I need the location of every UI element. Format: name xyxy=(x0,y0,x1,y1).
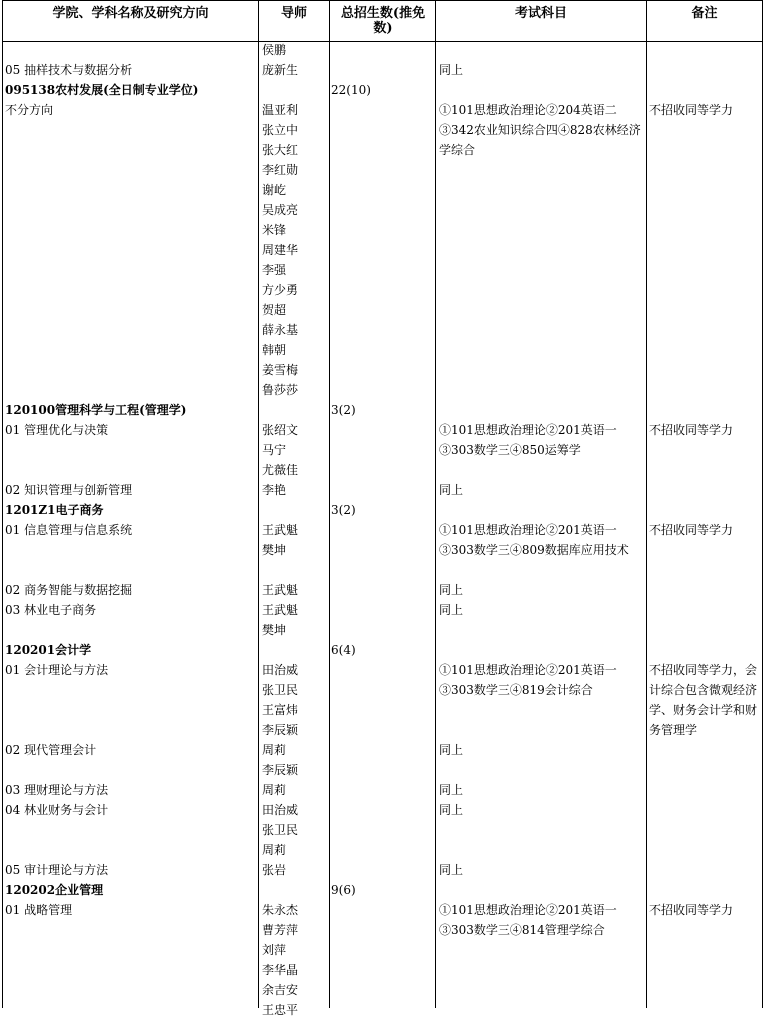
mentor-name: 田治威 xyxy=(262,663,299,677)
exam-subjects: 同上 xyxy=(439,603,464,617)
discipline-heading: 120202企业管理 xyxy=(5,883,104,897)
exam-subjects: 同上 xyxy=(439,803,464,817)
header-notes: 备注 xyxy=(691,6,718,21)
mentor-name: 王武魁 xyxy=(262,583,299,597)
research-direction: 01 管理优化与决策 xyxy=(5,423,109,437)
remarks: 不招收同等学力，会计综合包含微观经济学、财务会计学和财务管理学 xyxy=(649,663,758,737)
mentor-name: 尤薇佳 xyxy=(262,463,299,477)
header-count: 总招生数(推免数) xyxy=(340,6,426,36)
mentor-name: 田治威 xyxy=(262,803,299,817)
exam-subjects: 同上 xyxy=(439,63,464,77)
enrollment-count: 3(2) xyxy=(331,403,356,417)
mentor-name: 张岩 xyxy=(262,863,287,877)
exam-subjects: ①101思想政治理论②201英语一③303数学三④814管理学综合 xyxy=(439,903,617,937)
mentor-name: 樊坤 xyxy=(262,623,287,637)
exam-subjects: ①101思想政治理论②204英语二③342农业知识综合四④828农林经济学综合 xyxy=(439,103,641,157)
mentor-name: 王武魁 xyxy=(262,523,299,537)
research-direction: 05 抽样技术与数据分析 xyxy=(5,63,133,77)
remarks: 不招收同等学力 xyxy=(649,523,734,537)
mentor-name: 李红勋 xyxy=(262,163,299,177)
exam-subjects: 同上 xyxy=(439,483,464,497)
header-subjects: 考试科目 xyxy=(514,6,567,21)
header-direction: 学院、学科名称及研究方向 xyxy=(52,6,209,21)
exam-subjects: ①101思想政治理论②201英语一③303数学三④850运筹学 xyxy=(439,423,617,457)
exam-subjects: 同上 xyxy=(439,863,464,877)
mentor-name: 姜雪梅 xyxy=(262,363,299,377)
enrollment-count: 6(4) xyxy=(331,643,356,657)
mentor-name: 王武魁 xyxy=(262,603,299,617)
research-direction: 05 审计理论与方法 xyxy=(5,863,109,877)
mentor-name: 张卫民 xyxy=(262,683,299,697)
mentor-name: 李强 xyxy=(262,263,287,277)
mentor-name: 曹芳萍 xyxy=(262,923,299,937)
remarks: 不招收同等学力 xyxy=(649,903,734,917)
enrollment-count: 9(6) xyxy=(331,883,356,897)
mentor-name: 周莉 xyxy=(262,743,287,757)
mentor-name: 周建华 xyxy=(262,243,299,257)
mentor-name: 贺超 xyxy=(262,303,287,317)
research-direction: 02 现代管理会计 xyxy=(5,743,97,757)
mentor-name: 王忠平 xyxy=(262,1003,299,1017)
mentor-name: 周莉 xyxy=(262,783,287,797)
enrollment-count: 22(10) xyxy=(331,83,371,97)
mentor-name: 薛永基 xyxy=(262,323,299,337)
mentor-name: 余吉安 xyxy=(262,983,299,997)
exam-subjects: 同上 xyxy=(439,783,464,797)
mentor-name: 李艳 xyxy=(262,483,287,497)
mentor-name: 张卫民 xyxy=(262,823,299,837)
mentor-name: 侯鹏 xyxy=(262,43,287,57)
enrollment-count: 3(2) xyxy=(331,503,356,517)
header-mentor: 导师 xyxy=(280,6,307,21)
research-direction: 02 商务智能与数据挖掘 xyxy=(5,583,133,597)
research-direction: 03 林业电子商务 xyxy=(5,603,97,617)
mentor-name: 朱永杰 xyxy=(262,903,299,917)
discipline-heading: 120201会计学 xyxy=(5,643,92,657)
exam-subjects: 同上 xyxy=(439,743,464,757)
remarks: 不招收同等学力 xyxy=(649,103,734,117)
research-direction: 04 林业财务与会计 xyxy=(5,803,109,817)
exam-subjects: 同上 xyxy=(439,583,464,597)
mentor-name: 谢屹 xyxy=(262,183,287,197)
exam-subjects: ①101思想政治理论②201英语一③303数学三④819会计综合 xyxy=(439,663,617,697)
discipline-heading: 095138农村发展(全日制专业学位) xyxy=(5,83,199,97)
research-direction: 01 战略管理 xyxy=(5,903,73,917)
research-direction: 01 信息管理与信息系统 xyxy=(5,523,133,537)
mentor-name: 李辰颖 xyxy=(262,723,299,737)
mentor-name: 李辰颖 xyxy=(262,763,299,777)
mentor-name: 米锋 xyxy=(262,223,287,237)
mentor-name: 李华晶 xyxy=(262,963,299,977)
exam-subjects: ①101思想政治理论②201英语一③303数学三④809数据库应用技术 xyxy=(439,523,629,557)
mentor-name: 庞新生 xyxy=(262,63,299,77)
mentor-name: 鲁莎莎 xyxy=(262,383,299,397)
mentor-name: 韩朝 xyxy=(262,343,287,357)
mentor-name: 樊坤 xyxy=(262,543,287,557)
discipline-heading: 1201Z1电子商务 xyxy=(5,503,104,517)
mentor-name: 温亚利 xyxy=(262,103,299,117)
mentor-name: 张绍文 xyxy=(262,423,299,437)
research-direction: 不分方向 xyxy=(5,103,54,117)
mentor-name: 方少勇 xyxy=(262,283,299,297)
mentor-name: 吴成亮 xyxy=(262,203,299,217)
discipline-heading: 120100管理科学与工程(管理学) xyxy=(5,403,187,417)
research-direction: 03 理财理论与方法 xyxy=(5,783,109,797)
remarks: 不招收同等学力 xyxy=(649,423,734,437)
mentor-name: 周莉 xyxy=(262,843,287,857)
mentor-name: 张立中 xyxy=(262,123,299,137)
mentor-name: 马宁 xyxy=(262,443,287,457)
research-direction: 01 会计理论与方法 xyxy=(5,663,109,677)
mentor-name: 张大红 xyxy=(262,143,299,157)
research-direction: 02 知识管理与创新管理 xyxy=(5,483,133,497)
mentor-name: 王富炜 xyxy=(262,703,299,717)
mentor-name: 刘萍 xyxy=(262,943,287,957)
